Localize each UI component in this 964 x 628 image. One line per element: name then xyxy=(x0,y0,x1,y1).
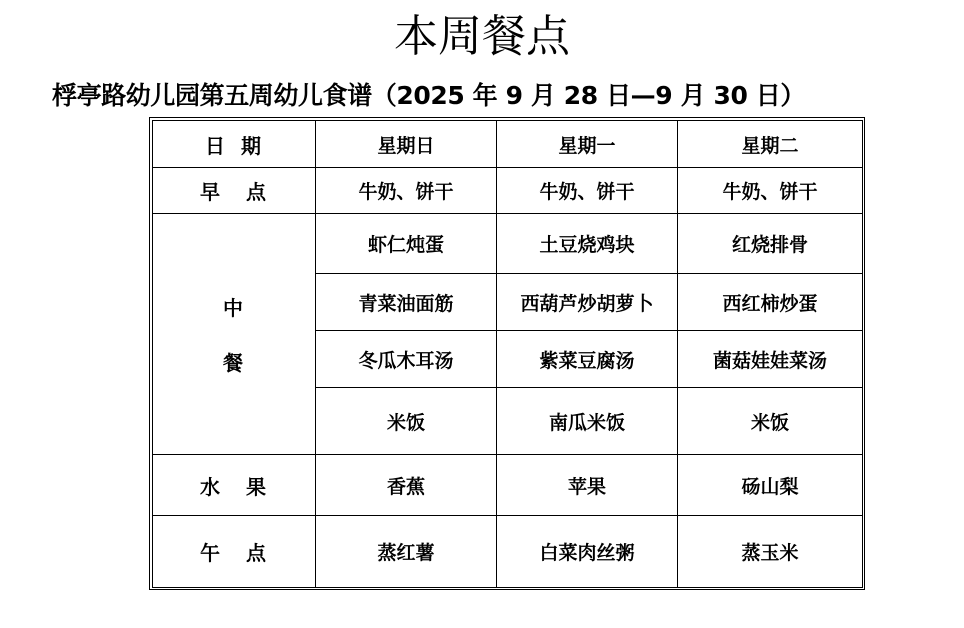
date-header-cell xyxy=(153,121,316,168)
day-header-sunday: 星期日 xyxy=(316,121,497,168)
fruit-sunday: 香蕉 xyxy=(316,455,497,516)
lunch-monday-soup: 紫菜豆腐汤 xyxy=(497,331,678,388)
fruit-monday: 苹果 xyxy=(497,455,678,516)
lunch-tuesday-staple: 米饭 xyxy=(678,388,863,455)
afternoon-tuesday: 蒸玉米 xyxy=(678,516,863,588)
afternoon-monday: 白菜肉丝粥 xyxy=(497,516,678,588)
menu-subtitle: 桴亭路幼儿园第五周幼儿食谱（2025 年 9 月 28 日—9 月 30 日） xyxy=(52,81,805,110)
breakfast-sunday: 牛奶、饼干 xyxy=(316,168,497,214)
date-header-char-1: 日 xyxy=(205,133,227,158)
afternoon-label-cell xyxy=(153,516,316,588)
header-row xyxy=(153,121,863,168)
day-header-tuesday: 星期二 xyxy=(678,121,863,168)
day-header-monday: 星期一 xyxy=(497,121,678,168)
lunch-monday-dish-2: 西葫芦炒胡萝卜 xyxy=(497,274,678,331)
lunch-tuesday-dish-1: 红烧排骨 xyxy=(678,214,863,274)
afternoon-label-char-1: 午 xyxy=(200,541,222,565)
breakfast-monday: 牛奶、饼干 xyxy=(497,168,678,214)
menu-table-frame xyxy=(149,117,865,590)
lunch-label-cell xyxy=(153,214,316,455)
lunch-label-char-1: 中 xyxy=(223,296,245,320)
fruit-label-cell xyxy=(153,455,316,516)
lunch-monday-dish-1: 土豆烧鸡块 xyxy=(497,214,678,274)
fruit-row xyxy=(153,455,863,516)
lunch-tuesday-dish-2: 西红柿炒蛋 xyxy=(678,274,863,331)
lunch-sunday-soup: 冬瓜木耳汤 xyxy=(316,331,497,388)
breakfast-tuesday: 牛奶、饼干 xyxy=(678,168,863,214)
fruit-tuesday: 砀山梨 xyxy=(678,455,863,516)
breakfast-label-char-2: 点 xyxy=(246,180,268,204)
breakfast-label-char-1: 早 xyxy=(200,180,222,204)
lunch-sunday-dish-2: 青菜油面筋 xyxy=(316,274,497,331)
breakfast-row xyxy=(153,168,863,214)
lunch-tuesday-soup: 菌菇娃娃菜汤 xyxy=(678,331,863,388)
lunch-sunday-dish-1: 虾仁炖蛋 xyxy=(316,214,497,274)
afternoon-label-char-2: 点 xyxy=(246,541,268,565)
lunch-monday-staple: 南瓜米饭 xyxy=(497,388,678,455)
fruit-label-char-1: 水 xyxy=(200,474,222,499)
breakfast-label-cell xyxy=(153,168,316,214)
lunch-label-char-2: 餐 xyxy=(223,351,245,375)
lunch-row-1 xyxy=(153,214,863,274)
lunch-sunday-staple: 米饭 xyxy=(316,388,497,455)
page-title: 本周餐点 xyxy=(394,11,570,62)
fruit-label-char-2: 果 xyxy=(246,474,268,499)
weekly-menu-table xyxy=(152,120,863,588)
afternoon-sunday: 蒸红薯 xyxy=(316,516,497,588)
date-header-char-2: 期 xyxy=(241,133,263,158)
afternoon-snack-row xyxy=(153,516,863,588)
